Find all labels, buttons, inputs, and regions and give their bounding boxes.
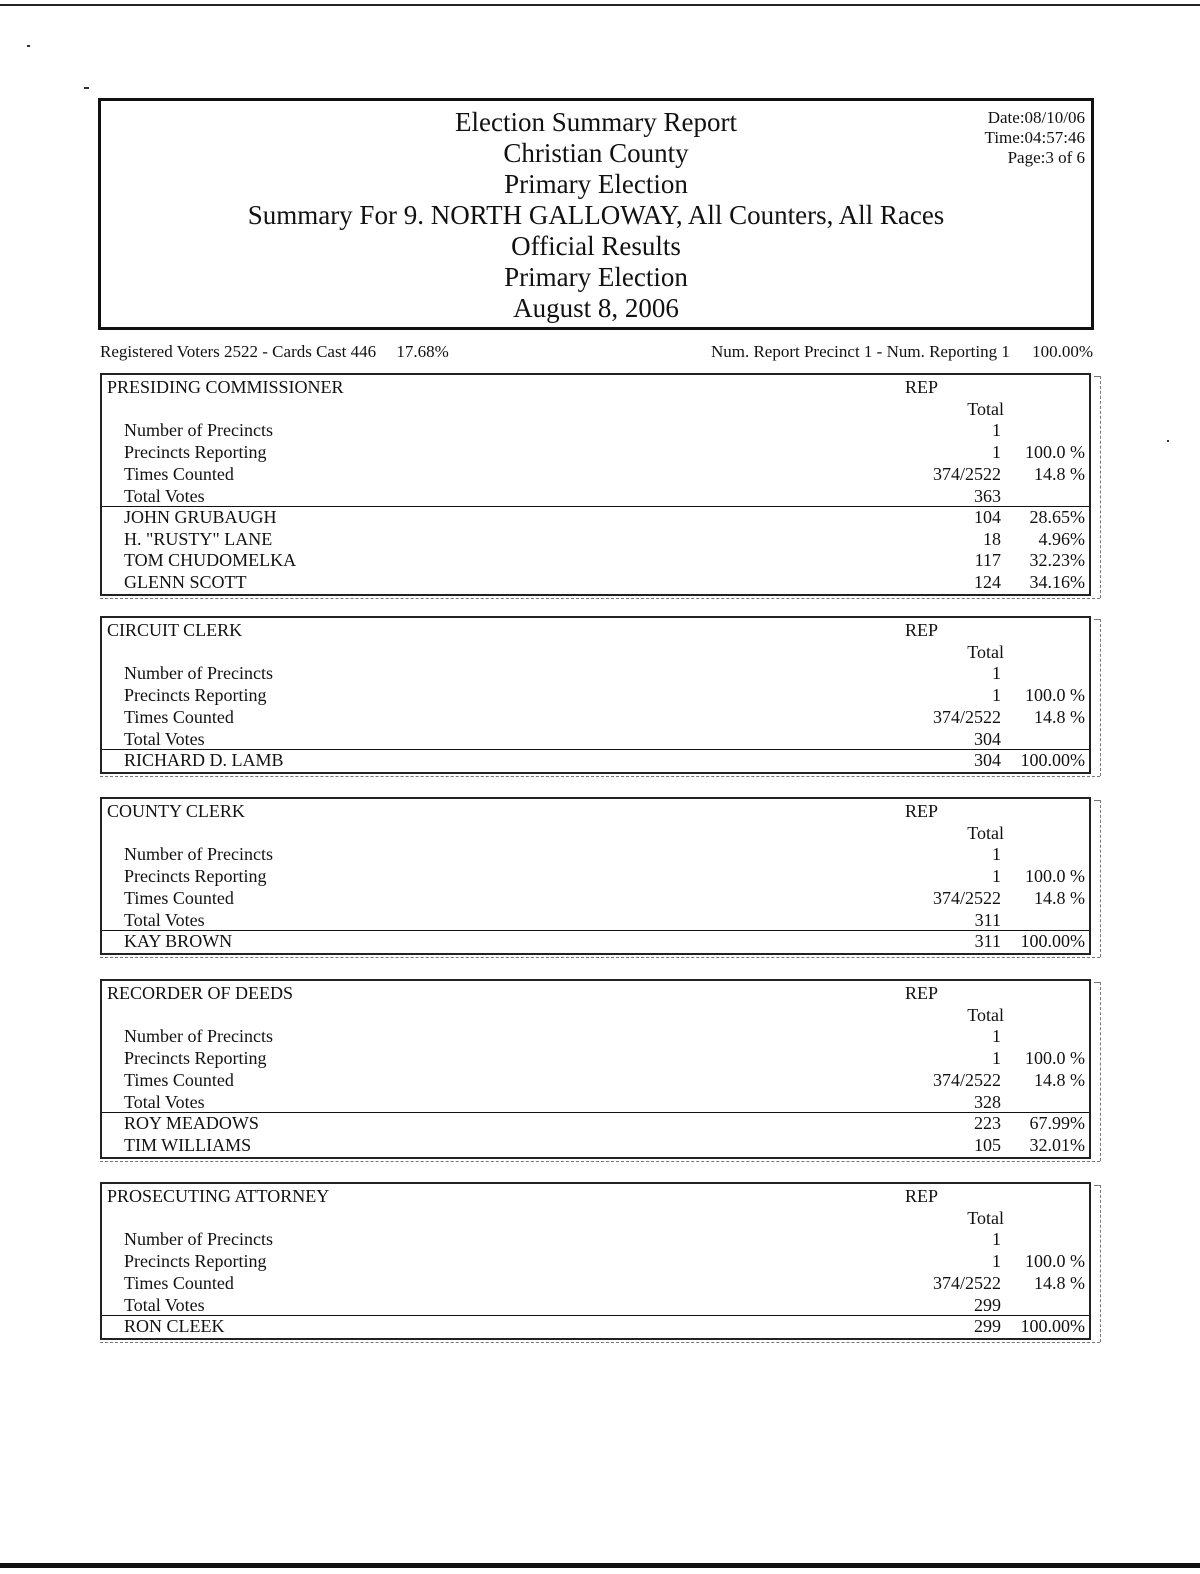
number-of-precincts-row	[102, 662, 1089, 684]
race-header-row	[102, 376, 1089, 398]
stat-label: Number of Precincts	[124, 1229, 273, 1250]
party-label: REP	[905, 377, 939, 397]
candidate-name: H. "RUSTY" LANE	[124, 528, 273, 549]
candidate-votes: 311	[974, 931, 1001, 951]
total-votes-row	[102, 1091, 1089, 1113]
party-label: REP	[905, 620, 939, 640]
candidate-row	[102, 528, 1089, 550]
total-votes-row	[102, 1294, 1089, 1316]
candidate-row	[102, 1315, 1089, 1337]
stat-value: 1	[992, 1251, 1001, 1272]
report-header	[98, 98, 1094, 330]
stat-value: 374/2522	[932, 706, 1001, 727]
race-header-row	[102, 800, 1089, 822]
stat-value: 1	[992, 866, 1001, 887]
stat-value: 374/2522	[932, 1272, 1001, 1293]
candidate-name: KAY BROWN	[124, 931, 233, 951]
candidate-name: ROY MEADOWS	[124, 1113, 259, 1133]
total-column-header: Total	[967, 398, 1004, 419]
candidate-row	[102, 930, 1089, 952]
stat-percent: 100.0 %	[1025, 1251, 1085, 1272]
race-header-row	[102, 982, 1089, 1004]
stat-label: Total Votes	[124, 1091, 205, 1112]
report-title-block	[101, 107, 1091, 324]
candidate-votes: 304	[974, 750, 1001, 770]
race-block-edge	[1094, 619, 1101, 776]
race-title: COUNTY CLERK	[107, 801, 245, 821]
stat-value: 304	[974, 728, 1001, 749]
election-type: Primary Election	[504, 262, 688, 292]
registered-voters	[100, 342, 449, 362]
turnout-pct: 17.68%	[396, 342, 449, 361]
candidate-name: RON CLEEK	[124, 1316, 225, 1336]
total-column-header: Total	[967, 1207, 1004, 1228]
times-counted-row	[102, 1272, 1089, 1294]
precincts-reporting-row	[102, 1250, 1089, 1272]
party-label: REP	[905, 1186, 939, 1206]
candidate-name: TOM CHUDOMELKA	[124, 550, 297, 571]
precincts-reporting-summary	[711, 342, 1093, 362]
election-name: Primary Election	[504, 169, 688, 199]
total-column-header: Total	[967, 822, 1004, 843]
candidate-name: GLENN SCOTT	[124, 572, 247, 593]
report-meta	[985, 108, 1085, 168]
stat-label: Total Votes	[124, 1294, 205, 1315]
times-counted-row	[102, 887, 1089, 909]
race-block-shadow	[100, 957, 1100, 958]
stat-label: Total Votes	[124, 909, 205, 930]
stat-value: 374/2522	[932, 1069, 1001, 1090]
race-block	[100, 373, 1091, 596]
race-block-edge	[1094, 800, 1101, 957]
report-title: Election Summary Report	[455, 107, 737, 137]
race-block	[100, 979, 1091, 1159]
candidate-row	[102, 1112, 1089, 1134]
scan-speck	[27, 45, 30, 47]
stat-value: 1	[992, 1048, 1001, 1069]
precincts-reporting-row	[102, 441, 1089, 463]
number-of-precincts-row	[102, 1228, 1089, 1250]
race-block	[100, 616, 1091, 774]
stat-percent: 100.0 %	[1025, 866, 1085, 887]
total-header-row	[102, 1207, 1089, 1229]
candidate-row	[102, 571, 1089, 593]
stat-value: 299	[974, 1294, 1001, 1315]
stat-label: Number of Precincts	[124, 420, 273, 441]
stat-percent: 14.8 %	[1034, 1069, 1085, 1090]
stat-percent: 14.8 %	[1034, 887, 1085, 908]
stat-value: 363	[974, 485, 1001, 506]
candidate-percent: 100.00%	[1020, 1316, 1085, 1336]
stat-value: 328	[974, 1091, 1001, 1112]
race-title: PRESIDING COMMISSIONER	[107, 377, 344, 397]
candidate-row	[102, 549, 1089, 571]
bottom-rule	[0, 1563, 1200, 1568]
race-title: CIRCUIT CLERK	[107, 620, 243, 640]
candidate-percent: 67.99%	[1029, 1113, 1085, 1133]
party-label: REP	[905, 983, 939, 1003]
race-block-edge	[1094, 982, 1101, 1161]
stat-value: 1	[992, 1229, 1001, 1250]
candidate-percent: 100.00%	[1020, 750, 1085, 770]
race-header-row	[102, 1185, 1089, 1207]
candidate-row	[102, 749, 1089, 771]
stat-label: Times Counted	[124, 1069, 234, 1090]
registered-voters-text: Registered Voters 2522 - Cards Cast 446	[100, 342, 377, 361]
stat-value: 1	[992, 685, 1001, 706]
candidate-name: JOHN GRUBAUGH	[124, 507, 277, 527]
report-date: Date:08/10/06	[987, 108, 1085, 127]
reporting-pct: 100.00%	[1032, 342, 1093, 361]
stat-label: Precincts Reporting	[124, 442, 267, 463]
candidate-votes: 117	[974, 550, 1001, 571]
total-column-header: Total	[967, 641, 1004, 662]
stat-label: Times Counted	[124, 887, 234, 908]
party-label: REP	[905, 801, 939, 821]
stat-percent: 100.0 %	[1025, 685, 1085, 706]
results-status: Official Results	[511, 231, 681, 261]
stat-label: Times Counted	[124, 463, 234, 484]
total-votes-row	[102, 728, 1089, 750]
candidate-percent: 4.96%	[1038, 528, 1085, 549]
stat-label: Number of Precincts	[124, 663, 273, 684]
total-votes-row	[102, 485, 1089, 507]
race-title: PROSECUTING ATTORNEY	[107, 1186, 330, 1206]
stat-percent: 100.0 %	[1025, 442, 1085, 463]
precincts-reporting-row	[102, 684, 1089, 706]
total-header-row	[102, 641, 1089, 663]
race-block-shadow	[100, 598, 1100, 599]
scan-speck	[84, 87, 89, 89]
stat-value: 374/2522	[932, 463, 1001, 484]
stat-percent: 14.8 %	[1034, 706, 1085, 727]
candidate-votes: 104	[974, 507, 1001, 527]
stat-value: 1	[992, 420, 1001, 441]
times-counted-row	[102, 706, 1089, 728]
top-rule	[0, 4, 1200, 6]
candidate-row	[102, 1134, 1089, 1156]
stat-percent: 14.8 %	[1034, 463, 1085, 484]
county-name: Christian County	[503, 138, 689, 168]
stat-label: Times Counted	[124, 706, 234, 727]
candidate-percent: 34.16%	[1029, 572, 1085, 593]
precincts-reporting-text: Num. Report Precinct 1 - Num. Reporting 1	[710, 342, 1010, 361]
total-header-row	[102, 822, 1089, 844]
total-header-row	[102, 398, 1089, 420]
race-block	[100, 797, 1091, 955]
number-of-precincts-row	[102, 843, 1089, 865]
total-votes-row	[102, 909, 1089, 931]
candidate-percent: 32.23%	[1029, 550, 1085, 571]
total-column-header: Total	[967, 1004, 1004, 1025]
times-counted-row	[102, 1069, 1089, 1091]
stat-value: 1	[992, 844, 1001, 865]
race-block-shadow	[100, 1342, 1100, 1343]
race-title: RECORDER OF DEEDS	[107, 983, 294, 1003]
stat-label: Number of Precincts	[124, 844, 273, 865]
stat-label: Number of Precincts	[124, 1026, 273, 1047]
stat-label: Precincts Reporting	[124, 1251, 267, 1272]
stat-label: Precincts Reporting	[124, 685, 267, 706]
number-of-precincts-row	[102, 1025, 1089, 1047]
race-block-shadow	[100, 776, 1100, 777]
summary-scope: Summary For 9. NORTH GALLOWAY, All Counters, All Races	[247, 200, 945, 230]
stat-value: 1	[992, 1026, 1001, 1047]
candidate-votes: 18	[983, 528, 1001, 549]
candidate-name: TIM WILLIAMS	[124, 1134, 252, 1155]
stat-value: 1	[992, 663, 1001, 684]
candidate-votes: 105	[974, 1134, 1001, 1155]
stat-label: Precincts Reporting	[124, 866, 267, 887]
precincts-reporting-row	[102, 1047, 1089, 1069]
scan-speck	[1167, 440, 1169, 442]
race-block-shadow	[100, 1161, 1100, 1162]
candidate-percent: 28.65%	[1029, 507, 1085, 527]
stat-value: 374/2522	[932, 887, 1001, 908]
times-counted-row	[102, 463, 1089, 485]
page-number: Page:3 of 6	[1007, 148, 1085, 167]
candidate-votes: 124	[974, 572, 1001, 593]
stat-percent: 100.0 %	[1025, 1048, 1085, 1069]
stat-label: Total Votes	[124, 485, 205, 506]
stat-value: 311	[974, 909, 1001, 930]
race-block	[100, 1182, 1091, 1340]
report-time: Time:04:57:46	[984, 128, 1085, 147]
stat-value: 1	[992, 442, 1001, 463]
stat-label: Times Counted	[124, 1272, 234, 1293]
stat-percent: 14.8 %	[1034, 1272, 1085, 1293]
number-of-precincts-row	[102, 419, 1089, 441]
race-block-edge	[1094, 1185, 1101, 1342]
candidate-percent: 32.01%	[1029, 1134, 1085, 1155]
candidate-row	[102, 506, 1089, 528]
stat-label: Precincts Reporting	[124, 1048, 267, 1069]
precincts-reporting-row	[102, 865, 1089, 887]
stat-label: Total Votes	[124, 728, 205, 749]
candidate-votes: 223	[974, 1113, 1001, 1133]
candidate-name: RICHARD D. LAMB	[124, 750, 284, 770]
race-block-edge	[1094, 376, 1101, 598]
candidate-votes: 299	[974, 1316, 1001, 1336]
candidate-percent: 100.00%	[1020, 931, 1085, 951]
election-date: August 8, 2006	[513, 293, 679, 323]
race-header-row	[102, 619, 1089, 641]
total-header-row	[102, 1004, 1089, 1026]
